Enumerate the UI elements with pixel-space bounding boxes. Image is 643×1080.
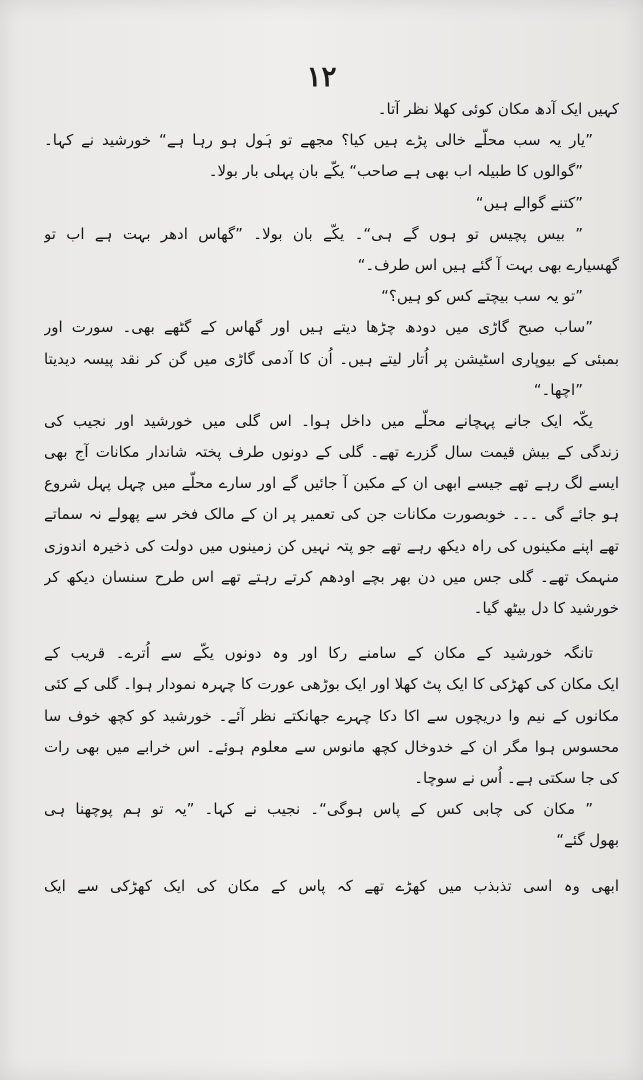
- text-line: تانگہ خورشید کے مکان کے سامنے رکا اور وہ دونوں یکّے سے اُترے۔ قریب کے: [44, 644, 593, 663]
- text-line: منہمک تھے۔ گلی جس میں دن بھر بچے اودھم کرتے رہتے تھے اس طرح سنسان دیکھ کر: [44, 567, 619, 586]
- text-line: بھول گئے“: [556, 831, 619, 850]
- text-line: ایک مکان کی کھڑکی کا ایک پٹ کھلا اور ایک بوڑھی عورت کا چہرہ نمودار ہوا۔ گلی کے کئی: [44, 675, 619, 694]
- text-line: ایسے لگ رہے تھے جیسے ابھی ان کے مکین آ جائیں گے اور سارے محلّے میں چہل پہل شروع: [44, 474, 619, 493]
- page-text: [44, 94, 619, 902]
- text-line: کہیں ایک آدھ مکان کوئی کھلا نظر آتا۔: [377, 100, 619, 118]
- text-line: ”تو یہ سب بیچتے کس کو ہیں؟“: [381, 287, 583, 306]
- text-line: محسوس ہوا مگر ان کے خدوخال کچھ مانوس سے معلوم ہوئے۔ اس خرابے میں بھی رات: [44, 737, 619, 756]
- page-number: ۱۲: [306, 60, 337, 93]
- text-line: ابھی وہ اسی تذبذب میں کھڑے تھے کہ پاس کے مکان کی ایک کھڑکی سے ایک: [44, 876, 619, 895]
- text-line: تھے اپنے مکینوں کی راہ دیکھ رہے تھے جو پتہ نہیں کن زمینوں میں دولت کی ذخیرہ اندوزی: [44, 536, 619, 555]
- text-line: ”ساب صبح گاڑی میں دودھ چڑھا دیتے ہیں اور گھاس کے گٹھے بھی۔ سورت اور: [44, 318, 593, 337]
- text-line: بمبئی کے بیوپاری اسٹیشن پر اُتار لیتے ہیں۔ اُن کا آدمی گاڑی میں گن کر نقد پیسہ دیدیتا: [44, 349, 619, 368]
- text-line: ”گوالوں کا طبیلہ اب بھی ہے صاحب“ یکّے بان پہلی بار بولا۔: [208, 162, 583, 181]
- text-line: مکانوں کے نیم وا دریچوں سے اکا دکا چہرے جھانکتے نظر آئے۔ خورشید کو کچھ خوف سا: [44, 706, 619, 725]
- text-line: ” مکان کی چابی کس کے پاس ہوگی“۔ نجیب نے کہا۔ ”یہ تو ہم پوچھنا ہی: [44, 800, 593, 819]
- text-line: ”اچھا۔“: [533, 380, 583, 399]
- text-line: ”یار یہ سب محلّے خالی پڑے ہیں کیا؟ مجھے تو ہَول ہو رہا ہے“ خورشید نے کہا۔: [44, 131, 593, 150]
- text-line: ” بیس پچیس تو ہوں گے ہی“۔ یکّے بان بولا۔ ”گھاس ادھر بہت ہے اب تو: [44, 224, 583, 243]
- text-line: یکّہ ایک جانے پہچانے محلّے میں داخل ہوا۔ اس گلی میں خورشید اور نجیب کی: [44, 411, 593, 430]
- text-line: گھسیارے بھی بہت آ گئے ہیں اس طرف۔“: [357, 255, 619, 274]
- text-line: کی جا سکتی ہے۔ اُس نے سوچا۔: [414, 768, 619, 787]
- text-line: ”کتنے گوالے ہیں“: [475, 193, 583, 212]
- text-line: زندگی کے بیش قیمت سال گزرے تھے۔ گلی کے دونوں طرف پختہ شاندار مکانات آج بھی: [44, 443, 619, 462]
- text-line: ہو جائے گی ۔۔۔ خوبصورت مکانات جن کی تعمیر پر ان کے مالک فخر سے پھولے نہ سماتے: [44, 505, 619, 524]
- text-line: خورشید کا دل بیٹھ گیا۔: [473, 599, 619, 617]
